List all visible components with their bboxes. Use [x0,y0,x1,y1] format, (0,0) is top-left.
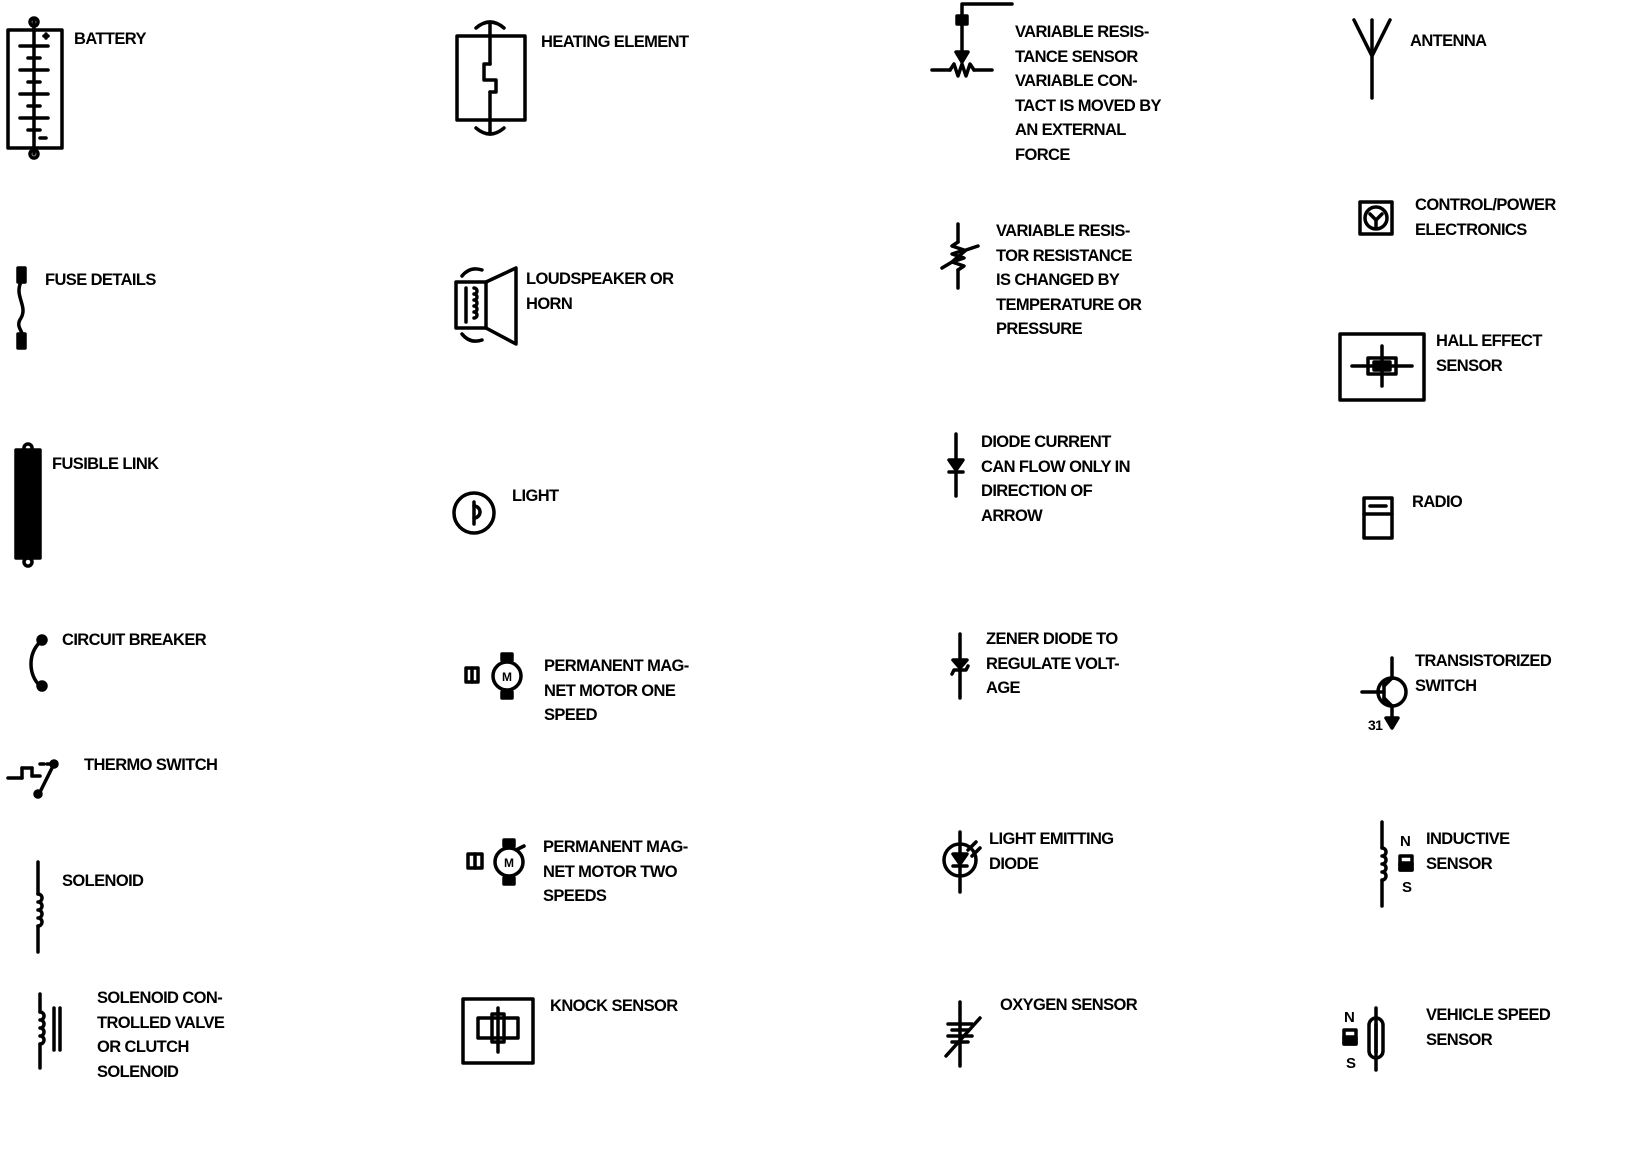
oxygen-sensor-label: OXYGEN SENSOR [1000,996,1138,1014]
motor-two-speed-label: PERMANENT MAG- NET MOTOR TWO SPEEDS [543,838,688,905]
variable-resistor-label: VARIABLE RESIS- TOR RESISTANCE IS CHANGED BY TEMPERATURE OR PRESSURE [996,222,1142,338]
fusible-link-label: FUSIBLE LINK [52,455,159,473]
motor-one-speed-label: PERMANENT MAG- NET MOTOR ONE SPEED [544,657,689,724]
loudspeaker-icon [452,262,524,352]
knock-sensor-label: KNOCK SENSOR [550,997,678,1015]
motor-m-glyph: M [502,670,512,684]
vehicle-speed-north-label: N [1344,1009,1355,1026]
solenoid-valve-label: SOLENOID CON- TROLLED VALVE OR CLUTCH SOLENOID [97,989,225,1081]
circuit-breaker-icon [22,630,52,694]
vehicle-speed-south-label: S [1346,1055,1356,1072]
oxygen-sensor-icon [942,1000,986,1068]
hall-effect-sensor-label: HALL EFFECT SENSOR [1436,332,1542,375]
zener-diode-label: ZENER DIODE TO REGULATE VOLT- AGE [986,630,1120,697]
battery-icon [0,14,72,162]
heating-element-icon [452,16,532,138]
variable-resistance-sensor-label: VARIABLE RESIS- TANCE SENSOR VARIABLE CON- TACT IS MOVED BY AN EXTERNAL FORCE [1015,23,1161,164]
motor-two-speed-icon [464,838,528,886]
transistor-ground-number: 31 [1368,717,1383,733]
radio-label: RADIO [1412,493,1463,511]
led-label: LIGHT EMITTING DIODE [989,830,1114,873]
diode-label: DIODE CURRENT CAN FLOW ONLY IN DIRECTION OF ARROW [981,433,1130,525]
variable-resistance-sensor-icon [928,0,1018,84]
inductive-sensor-label: INDUCTIVE SENSOR [1426,830,1510,873]
fuse-icon [12,266,32,352]
radio-icon [1358,492,1398,544]
control-power-electronics-label: CONTROL/POWER ELECTRONICS [1415,196,1556,239]
light-label: LIGHT [512,487,559,505]
inductive-north-label: N [1400,833,1411,850]
zener-diode-icon [948,632,974,702]
solenoid-valve-icon [32,992,68,1072]
antenna-icon [1350,16,1396,102]
motor-one-speed-icon [462,652,526,700]
transistor-switch-label: TRANSISTORIZED SWITCH [1415,652,1552,695]
control-power-electronics-icon [1356,198,1396,238]
variable-resistor-icon [938,222,982,292]
transistor-switch-icon [1358,656,1410,738]
inductive-south-label: S [1402,879,1412,896]
solenoid-icon [28,860,52,954]
solenoid-label: SOLENOID [62,872,144,890]
led-icon [940,830,986,894]
hall-effect-sensor-icon [1336,330,1428,404]
motor-m-glyph-2: M [504,856,514,870]
battery-label: BATTERY [74,30,146,48]
loudspeaker-label: LOUDSPEAKER OR HORN [526,270,674,313]
antenna-label: ANTENNA [1410,32,1487,50]
thermo-switch-icon [6,756,58,800]
diode-icon [944,432,970,498]
knock-sensor-icon [458,994,538,1068]
thermo-switch-label: THERMO SWITCH [84,756,218,774]
circuit-breaker-label: CIRCUIT BREAKER [62,631,207,649]
vehicle-speed-sensor-label: VEHICLE SPEED SENSOR [1426,1006,1551,1049]
light-icon [450,488,500,538]
fuse-details-label: FUSE DETAILS [45,271,156,289]
fusible-link-icon [12,440,44,570]
heating-element-label: HEATING ELEMENT [541,33,689,51]
